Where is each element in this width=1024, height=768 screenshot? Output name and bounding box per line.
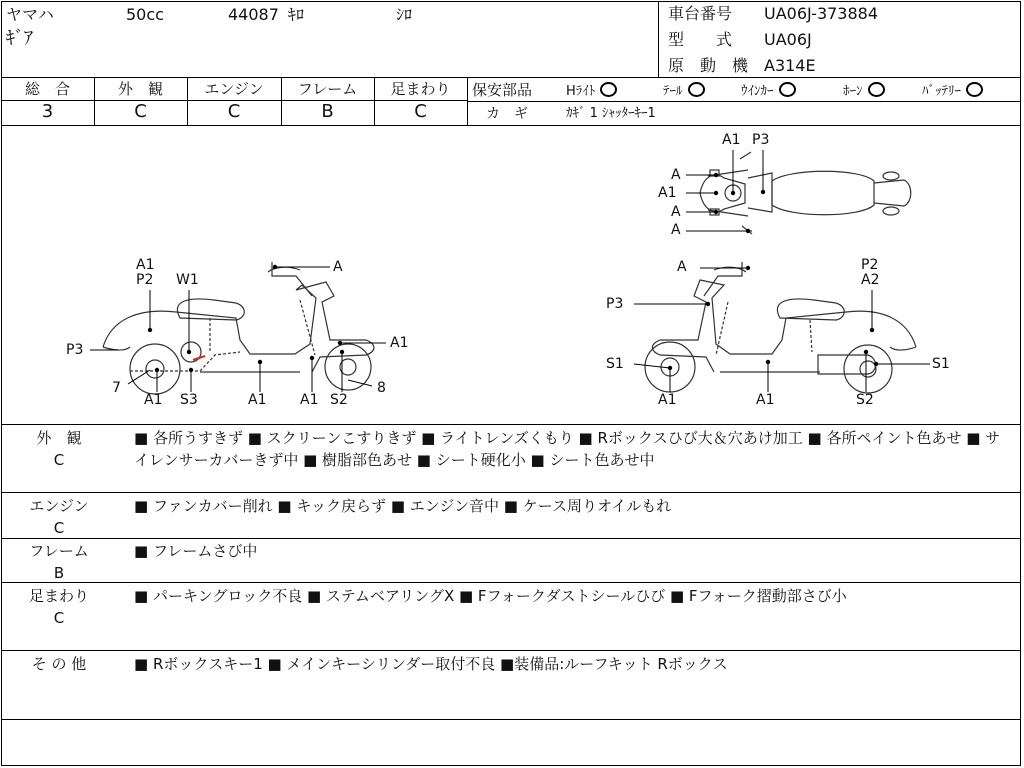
rust-mark: [193, 356, 205, 360]
safety-item-label: ｳｲﾝｶｰ: [741, 84, 774, 99]
section-divider: [1, 582, 1021, 583]
grade-suspension-label: 足まわり: [390, 80, 451, 98]
safety-item-label: ﾎｰﾝ: [843, 84, 863, 99]
section-other-label: そ の 他: [31, 655, 87, 673]
grade-engine-value: C: [227, 101, 241, 122]
marker-left-w1: W1: [176, 272, 199, 288]
safety-item-horn: [843, 82, 885, 99]
ok-circle-icon: [779, 82, 796, 97]
section-engine-grade: C: [53, 519, 65, 537]
safety-item-winker: [741, 82, 796, 99]
marker-left-p3: P3: [66, 342, 84, 358]
marker-left-a1: A1: [136, 257, 155, 273]
marker-left-8: 8: [377, 380, 386, 396]
marker-right-s1-2: S1: [932, 356, 950, 372]
section-frame: [16, 540, 102, 584]
section-divider: [1, 538, 1021, 539]
section-divider: [1, 492, 1021, 493]
marker-right-a2: A2: [861, 272, 880, 288]
section-suspension: [16, 585, 102, 629]
mileage-unit: ｷﾛ: [288, 5, 305, 24]
marker-right-s1: S1: [606, 356, 624, 372]
section-exterior-text: ■ 各所うすきず ■ スクリーンこすりきず ■ ライトレンズくもり ■ Rボックスひび大＆穴あけ加工 ■ 各所ペイント色あせ ■ サイレンサーカバーきず中 ■ 樹脂部色あせ ■ シート硬化小 ■ シート色あせ中: [134, 429, 1001, 469]
model-name: ｷﾞｱ: [6, 28, 33, 49]
key-info: ｶｷﾞ 1 ｼｬｯﾀｰｷｰ1: [566, 106, 656, 121]
grade-frame-value: B: [321, 101, 334, 122]
marker-left-p2: P2: [136, 272, 154, 288]
engine-code: A314E: [764, 56, 816, 75]
marker-left-a1-3: A1: [144, 392, 163, 408]
mileage-value: 44087: [228, 5, 279, 24]
section-frame-grade: B: [53, 564, 65, 582]
grade-overall-label: 総 合: [24, 80, 70, 98]
color: ｼﾛ: [396, 5, 413, 24]
safety-label: 保安部品: [472, 81, 533, 99]
header-divider: [658, 1, 659, 77]
frame-number-label: 車台番号: [668, 4, 733, 23]
section-divider: [1, 719, 1021, 720]
engine-label: 原 動 機: [668, 56, 749, 75]
safety-item-tail: [663, 82, 705, 99]
safety-item-label: Hﾗｲﾄ: [566, 84, 596, 99]
section-suspension-grade: C: [53, 609, 65, 627]
marker-right-s2: S2: [856, 392, 874, 408]
section-suspension-text: ■ パーキングロック不良 ■ ステムベアリングX ■ Fフォークダストシールひび ■ Fフォーク摺動部さび小: [134, 587, 847, 605]
ok-circle-icon: [600, 82, 617, 97]
marker-right-a: A: [677, 259, 687, 275]
key-label: カ ギ: [486, 106, 528, 122]
grade-exterior-label: 外 観: [117, 80, 163, 98]
displacement: 50cc: [126, 5, 164, 24]
marker-right-p3: P3: [606, 296, 624, 312]
safety-mid-line: [467, 101, 1021, 102]
safety-item-battery: [922, 82, 983, 99]
ok-circle-icon: [868, 82, 885, 97]
marker-top-a1: A1: [722, 132, 741, 148]
diagram-bottom-line: [1, 424, 1021, 425]
grade-engine-label: エンジン: [204, 80, 264, 98]
marker-top-p3: P3: [752, 132, 770, 148]
marker-top-a-3: A: [671, 222, 681, 238]
ok-circle-icon: [688, 82, 705, 97]
grade-frame-label: フレーム: [297, 80, 358, 98]
safety-item-label: ﾃｰﾙ: [663, 84, 683, 99]
section-divider: [1, 650, 1021, 651]
marker-left-s3: S3: [180, 392, 198, 408]
ok-circle-icon: [966, 82, 983, 97]
marker-left-a1-5: A1: [300, 392, 319, 408]
marker-left-s2: S2: [330, 392, 348, 408]
marker-left-7: 7: [112, 380, 121, 396]
marker-left-a1-4: A1: [248, 392, 267, 408]
marker-top-a1-2: A1: [658, 185, 677, 201]
maker: ヤマハ: [6, 5, 54, 24]
grades-top-line: [1, 77, 1021, 78]
safety-item-label: ﾊﾞｯﾃﾘｰ: [922, 84, 961, 99]
section-frame-label: フレーム: [29, 542, 89, 560]
section-engine: [16, 495, 102, 539]
section-engine-label: エンジン: [29, 497, 89, 515]
frame-number: UA06J-373884: [764, 4, 879, 23]
section-engine-text: ■ ファンカバー削れ ■ キック戻らず ■ エンジン音中 ■ ケース周りオイルもれ: [134, 497, 672, 515]
marker-right-a1-2: A1: [756, 392, 775, 408]
section-exterior: [16, 427, 102, 471]
grade-overall-value: 3: [41, 101, 54, 122]
section-frame-text: ■ フレームさび中: [134, 542, 258, 560]
marker-top-a: A: [671, 167, 681, 183]
section-other: [16, 653, 102, 675]
marker-left-a1-2: A1: [390, 335, 409, 351]
section-other-text: ■ Rボックスキー1 ■ メインキーシリンダー取付不良 ■装備品:ルーフキット Rボックス: [134, 655, 728, 673]
marker-right-a1: A1: [658, 392, 677, 408]
marker-right-p2: P2: [861, 257, 879, 273]
section-suspension-label: 足まわり: [28, 587, 89, 605]
grade-suspension-value: C: [414, 101, 427, 122]
model-code: UA06J: [764, 30, 812, 49]
model-code-label: 型 式: [668, 30, 733, 49]
marker-top-a-2: A: [671, 204, 681, 220]
grade-exterior-value: C: [134, 101, 147, 122]
mileage: [228, 6, 304, 24]
section-exterior-label: 外 観: [36, 429, 82, 447]
safety-item-headlight: [566, 82, 617, 99]
marker-left-a: A: [333, 259, 343, 275]
section-exterior-grade: C: [53, 451, 65, 469]
